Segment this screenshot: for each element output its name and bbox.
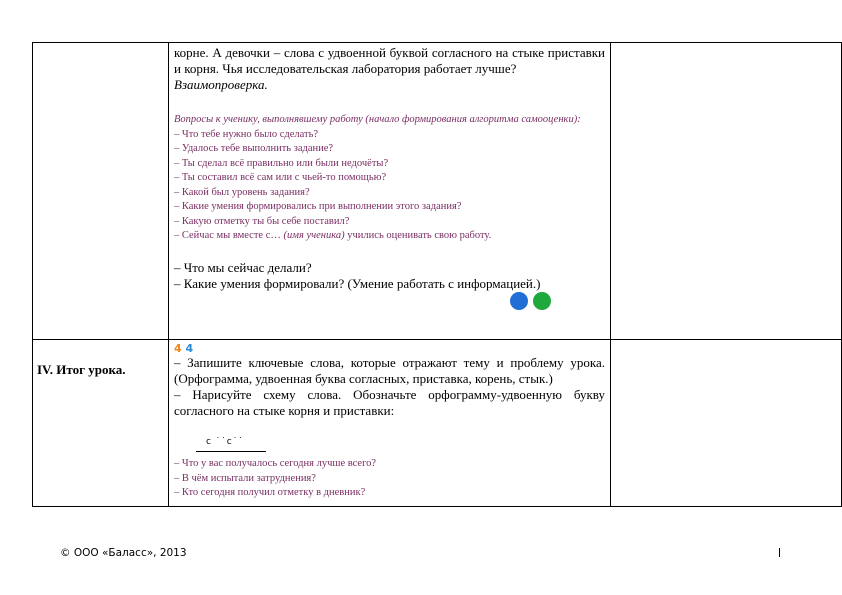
- reflection-item: – Что у вас получалось сегодня лучше всего?: [174, 458, 377, 469]
- row1-content-cell: [168, 42, 610, 339]
- stage-cell: [32, 340, 168, 378]
- question-item: – Какой был уровень задания?: [174, 186, 310, 198]
- summary-question: – Что мы сейчас делали?: [174, 259, 312, 275]
- question-item: – Ты составил всё сам или с чьей-то помощью?: [174, 172, 387, 183]
- reflection-item: – В чём испытали затруднения?: [174, 472, 316, 484]
- row2-content-cell: [168, 340, 610, 507]
- question-item-last: – Сейчас мы вместе с… (имя ученика) учились оценивать свою работу.: [174, 230, 492, 241]
- question-item: – Удалось тебе выполнить задание?: [174, 143, 334, 154]
- self-assessment-intro: Вопросы к ученику, выполнявшему работу (начало формирования алгоритма самооценки):: [174, 114, 581, 125]
- summary-questions: [174, 260, 605, 292]
- table-left-border: [32, 42, 33, 507]
- blue-circle-icon: [510, 292, 528, 310]
- scheme-text: с ˙˙с˙˙: [206, 437, 244, 447]
- column-divider-2: [610, 42, 611, 507]
- orange-number: 4: [174, 342, 182, 355]
- scheme-underline: [196, 451, 266, 452]
- question-item: – Ты сделал всё правильно или были недочёты?: [174, 157, 389, 169]
- summary-question: – Какие умения формировали? (Умение работать с информацией.): [174, 275, 541, 291]
- question-item: – Какую отметку ты бы себе поставил?: [174, 215, 350, 227]
- task-number-markers: [174, 342, 605, 355]
- reflection-item: – Кто сегодня получил отметку в дневник?: [174, 487, 366, 498]
- word-scheme: [196, 435, 605, 457]
- question-item: – Какие умения формировались при выполнении этого задания?: [174, 201, 462, 212]
- task-keywords: – Запишите ключевые слова, которые отражают тему и проблему урока. (Орфограмма, удвоенная буква согласных, приставка, корень, стык.): [174, 355, 605, 386]
- task-scheme: – Нарисуйте схему слова. Обозначьте орфограмму-удвоенную букву согласного на стыке корня и приставки:: [174, 387, 605, 418]
- blue-number: 4: [185, 342, 194, 355]
- intro-text: корне. А девочки – слова с удвоенной буквой согласного на стыке приставки и корня. Чья исследовательская лаборатория работает лучше?: [174, 45, 605, 76]
- intro-paragraph: [174, 45, 605, 93]
- question-item: – Что тебе нужно было сделать?: [174, 128, 319, 140]
- page-mark: [779, 548, 780, 557]
- stage-title: IV. Итог урока.: [37, 362, 126, 377]
- peer-check-text: Взаимопроверка.: [174, 77, 268, 92]
- self-assessment-questions: [174, 128, 605, 244]
- copyright-footer: © ООО «Баласс», 2013: [60, 547, 187, 559]
- green-circle-icon: [533, 292, 551, 310]
- lesson-table: [32, 42, 842, 507]
- reflection-questions: [174, 457, 605, 501]
